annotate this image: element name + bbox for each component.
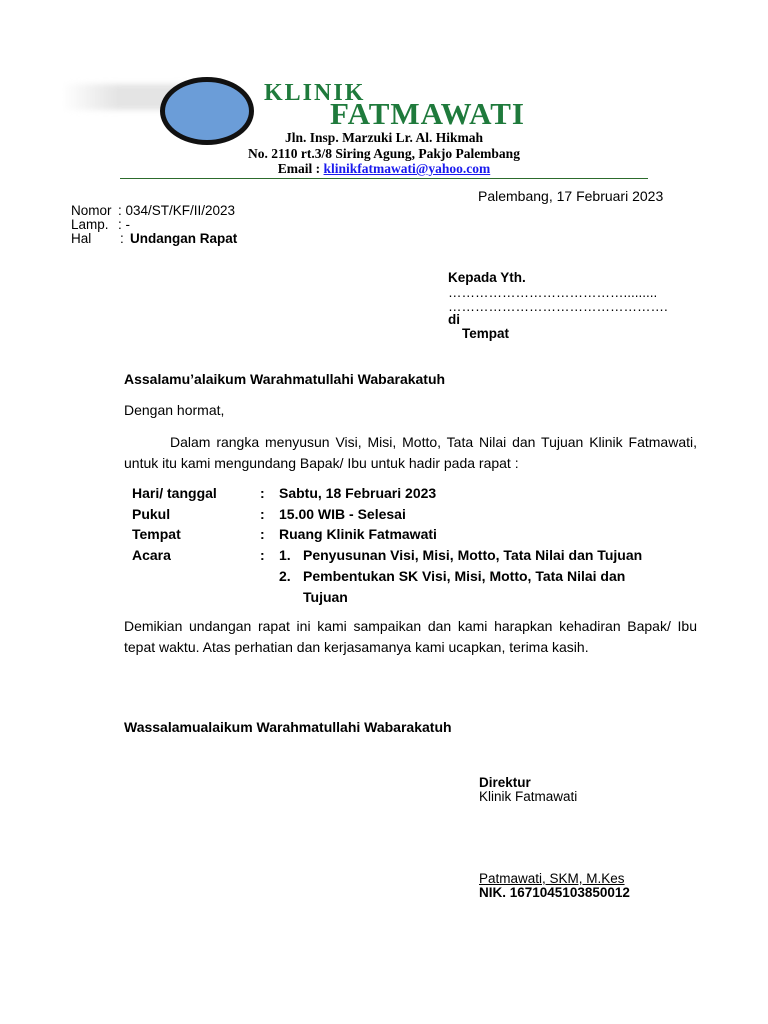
agenda-item-2-line-2: Tujuan xyxy=(303,589,348,605)
event-value-time: 15.00 WIB - Selesai xyxy=(279,506,406,522)
recipient-dots-2: …………………………………………. xyxy=(448,299,668,314)
event-value-date: Sabtu, 18 Februari 2023 xyxy=(279,485,437,501)
agenda-num-1: 1. xyxy=(279,547,291,563)
address-line-2: No. 2110 rt.3/8 Siring Agung, Pakjo Palembang xyxy=(248,146,520,161)
recipient-place: Tempat xyxy=(462,326,510,341)
recipient-dots-1: …………………………………......... xyxy=(448,285,658,300)
nomor-label: Nomor xyxy=(71,203,112,218)
greeting: Assalamu’alaikum Warahmatullahi Wabarakatuh xyxy=(124,371,446,387)
intro-paragraph: Dalam rangka menyusun Visi, Misi, Motto, Tata Nilai dan Tujuan Klinik Fatmawati, untuk itu kami mengundang Bapak/ Ibu untuk hadir pada rapat : xyxy=(124,434,697,471)
agenda-item-1: Penyusunan Visi, Misi, Motto, Tata Nilai dan Tujuan xyxy=(303,547,643,563)
salutation: Dengan hormat, xyxy=(124,402,225,418)
agenda-num-2: 2. xyxy=(279,568,291,584)
hal-label: Hal xyxy=(71,231,92,246)
date-line: Palembang, 17 Februari 2023 xyxy=(478,188,664,204)
signature-name: Patmawati, SKM, M.Kes xyxy=(479,871,625,886)
event-colon-agenda: : xyxy=(260,547,265,563)
recipient-di: di xyxy=(448,312,460,327)
closing-paragraph: Demikian undangan rapat ini kami sampaikan dan kami harapkan kehadiran Bapak/ Ibu tepat waktu. Atas perhatian dan kerjasamanya kami ucapkan, terima kasih. xyxy=(124,618,697,655)
address-line-1: Jln. Insp. Marzuki Lr. Al. Hikmah xyxy=(285,130,483,145)
brand-top-text: KLINIK xyxy=(264,80,366,106)
lamp-label: Lamp. xyxy=(71,217,109,232)
hal-value: Undangan Rapat xyxy=(130,231,238,246)
agenda-item-2-line-1: Pembentukan SK Visi, Misi, Motto, Tata Nilai dan xyxy=(303,568,626,584)
event-label-place: Tempat xyxy=(132,526,181,542)
event-colon-time: : xyxy=(260,506,265,522)
farewell: Wassalamualaikum Warahmatullahi Wabarakatuh xyxy=(124,719,452,735)
signature-nik: NIK. 1671045103850012 xyxy=(479,885,630,900)
hal-colon: : xyxy=(120,231,124,246)
email-label: Email : xyxy=(277,161,321,176)
event-colon-date: : xyxy=(260,485,265,501)
signature-org: Klinik Fatmawati xyxy=(479,789,578,804)
event-value-place: Ruang Klinik Fatmawati xyxy=(279,526,437,542)
brand-main-text: FATMAWATI xyxy=(330,96,525,131)
email-line xyxy=(0,161,768,177)
event-label-date: Hari/ tanggal xyxy=(132,485,217,501)
event-label-agenda: Acara xyxy=(132,547,171,563)
signature-title: Direktur xyxy=(479,775,531,790)
recipient-to: Kepada Yth. xyxy=(448,270,526,285)
email-link[interactable]: klinikfatmawati@yahoo.com xyxy=(323,161,491,176)
event-colon-place: : xyxy=(260,526,265,542)
nomor-value: : 034/ST/KF/II/2023 xyxy=(118,203,236,218)
letterhead-divider xyxy=(120,178,648,179)
event-label-time: Pukul xyxy=(132,506,171,522)
lamp-value: : - xyxy=(118,217,130,232)
